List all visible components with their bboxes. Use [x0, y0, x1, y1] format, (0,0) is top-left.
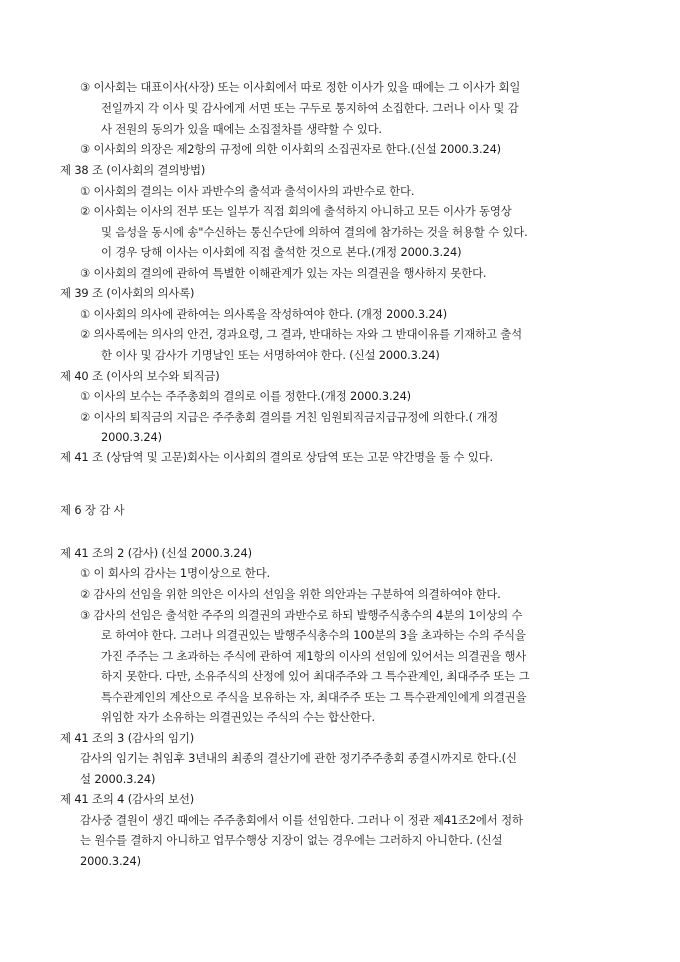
- article-41-2-clause-3-line-3: 가진 주주는 그 초과하는 주식에 관하여 제1항의 이사의 선임에 있어서는 의결권을 행사: [101, 649, 527, 663]
- article-40-heading: 제 40 조 (이사의 보수와 퇴직금): [60, 369, 220, 383]
- article-38-clause-2-line-2: 및 음성을 동시에 송"수신하는 통신수단에 의하여 결의에 참가하는 것을 허용할 수 있다.: [101, 225, 528, 239]
- article-38-clause-2-line-3: 이 경우 당해 이사는 이사회에 직접 출석한 것으로 본다.(개정 2000.3.24): [101, 245, 462, 259]
- article-40-clause-2-line-1: ② 이사의 퇴직금의 지급은 주주총회 결의를 거친 임원퇴직금지급규정에 의한다.( 개정: [80, 410, 499, 424]
- article-37-clause-3-line-1: ③ 이사회는 대표이사(사장) 또는 이사회에서 따로 정한 이사가 있을 때에는 그 이사가 회일: [80, 80, 521, 94]
- article-37-clause-4: ③ 이사회의 의장은 제2항의 규정에 의한 이사회의 소집권자로 한다.(신설 2000.3.24): [80, 142, 501, 156]
- article-41-3-body-line-2: 설 2000.3.24): [80, 772, 156, 786]
- article-38-clause-1: ① 이사회의 결의는 이사 과반수의 출석과 출석이사의 과반수로 한다.: [80, 184, 415, 198]
- article-41-2-clause-3-line-6: 위임한 자가 소유하는 의결권있는 주식의 수는 합산한다.: [101, 710, 375, 724]
- article-41-2-clause-1: ① 이 회사의 감사는 1명이상으로 한다.: [80, 566, 270, 580]
- article-39-heading: 제 39 조 (이사회의 의사록): [60, 286, 195, 300]
- article-39-clause-1: ① 이사회의 의사에 관하여는 의사록을 작성하여야 한다. (개정 2000.3.24): [80, 307, 447, 321]
- article-41-2-clause-2: ② 감사의 선임을 위한 의안은 이사의 선임을 위한 의안과는 구분하여 의결하여야 한다.: [80, 587, 501, 601]
- article-37-clause-3-line-2: 전일까지 각 이사 및 감사에게 서면 또는 구두로 통지하여 소집한다. 그러나 이사 및 감: [101, 101, 519, 115]
- article-41-4-body-line-3: 2000.3.24): [80, 854, 141, 868]
- article-37-clause-3-line-3: 사 전원의 동의가 있을 때에는 소집절차를 생략할 수 있다.: [101, 122, 382, 136]
- article-41: 제 41 조 (상담역 및 고문)회사는 이사회의 결의로 상담역 또는 고문 약간명을 둘 수 있다.: [60, 450, 494, 464]
- article-38-clause-2-line-1: ② 이사회는 이사의 전부 또는 일부가 직접 회의에 출석하지 아니하고 모든 이사가 동영상: [80, 204, 512, 218]
- article-41-4-heading: 제 41 조의 4 (감사의 보선): [60, 792, 195, 806]
- article-41-3-heading: 제 41 조의 3 (감사의 임기): [60, 731, 195, 745]
- chapter-6-heading: 제 6 장 감 사: [60, 503, 125, 517]
- article-41-3-body-line-1: 감사의 임기는 취임후 3년내의 최종의 결산기에 관한 정기주주총회 종결시까지로 한다.(신: [80, 751, 517, 765]
- article-41-2-clause-3-line-5: 특수관계인의 계산으로 주식을 보유하는 자, 최대주주 또는 그 특수관계인에게 의결권을: [101, 690, 527, 704]
- article-41-2-clause-3-line-1: ③ 감사의 선임은 출석한 주주의 의결권의 과반수로 하되 발행주식총수의 4분의 1이상의 수: [80, 608, 523, 622]
- article-41-4-body-line-2: 는 원수를 결하지 아니하고 업무수행상 지장이 없는 경우에는 그러하지 아니한다. (신설: [80, 833, 503, 847]
- article-38-clause-3: ③ 이사회의 결의에 관하여 특별한 이해관계가 있는 자는 의결권을 행사하지 못한다.: [80, 266, 487, 280]
- article-41-4-body-line-1: 감사중 결원이 생긴 때에는 주주총회에서 이를 선임한다. 그러나 이 정관 제41조2에서 정하: [80, 813, 523, 827]
- article-39-clause-2-line-2: 한 이사 및 감사가 기명날인 또는 서명하여야 한다. (신설 2000.3.24): [101, 348, 440, 362]
- article-41-2-heading: 제 41 조의 2 (감사) (신설 2000.3.24): [60, 546, 252, 560]
- article-39-clause-2-line-1: ② 의사록에는 의사의 안건, 경과요령, 그 결과, 반대하는 자와 그 반대이유를 기재하고 출석: [80, 327, 522, 341]
- article-41-2-clause-3-line-4: 하지 못한다. 다만, 소유주식의 산정에 있어 최대주주와 그 특수관계인, 최대주주 또는 그: [101, 669, 530, 683]
- article-38-heading: 제 38 조 (이사회의 결의방법): [60, 163, 206, 177]
- article-40-clause-1: ① 이사의 보수는 주주총회의 결의로 이를 정한다.(개정 2000.3.24): [80, 389, 411, 403]
- article-41-2-clause-3-line-2: 로 하여야 한다. 그러나 의결권있는 발행주식총수의 100분의 3을 초과하는 수의 주식을: [101, 628, 526, 642]
- article-40-clause-2-line-2: 2000.3.24): [101, 430, 162, 444]
